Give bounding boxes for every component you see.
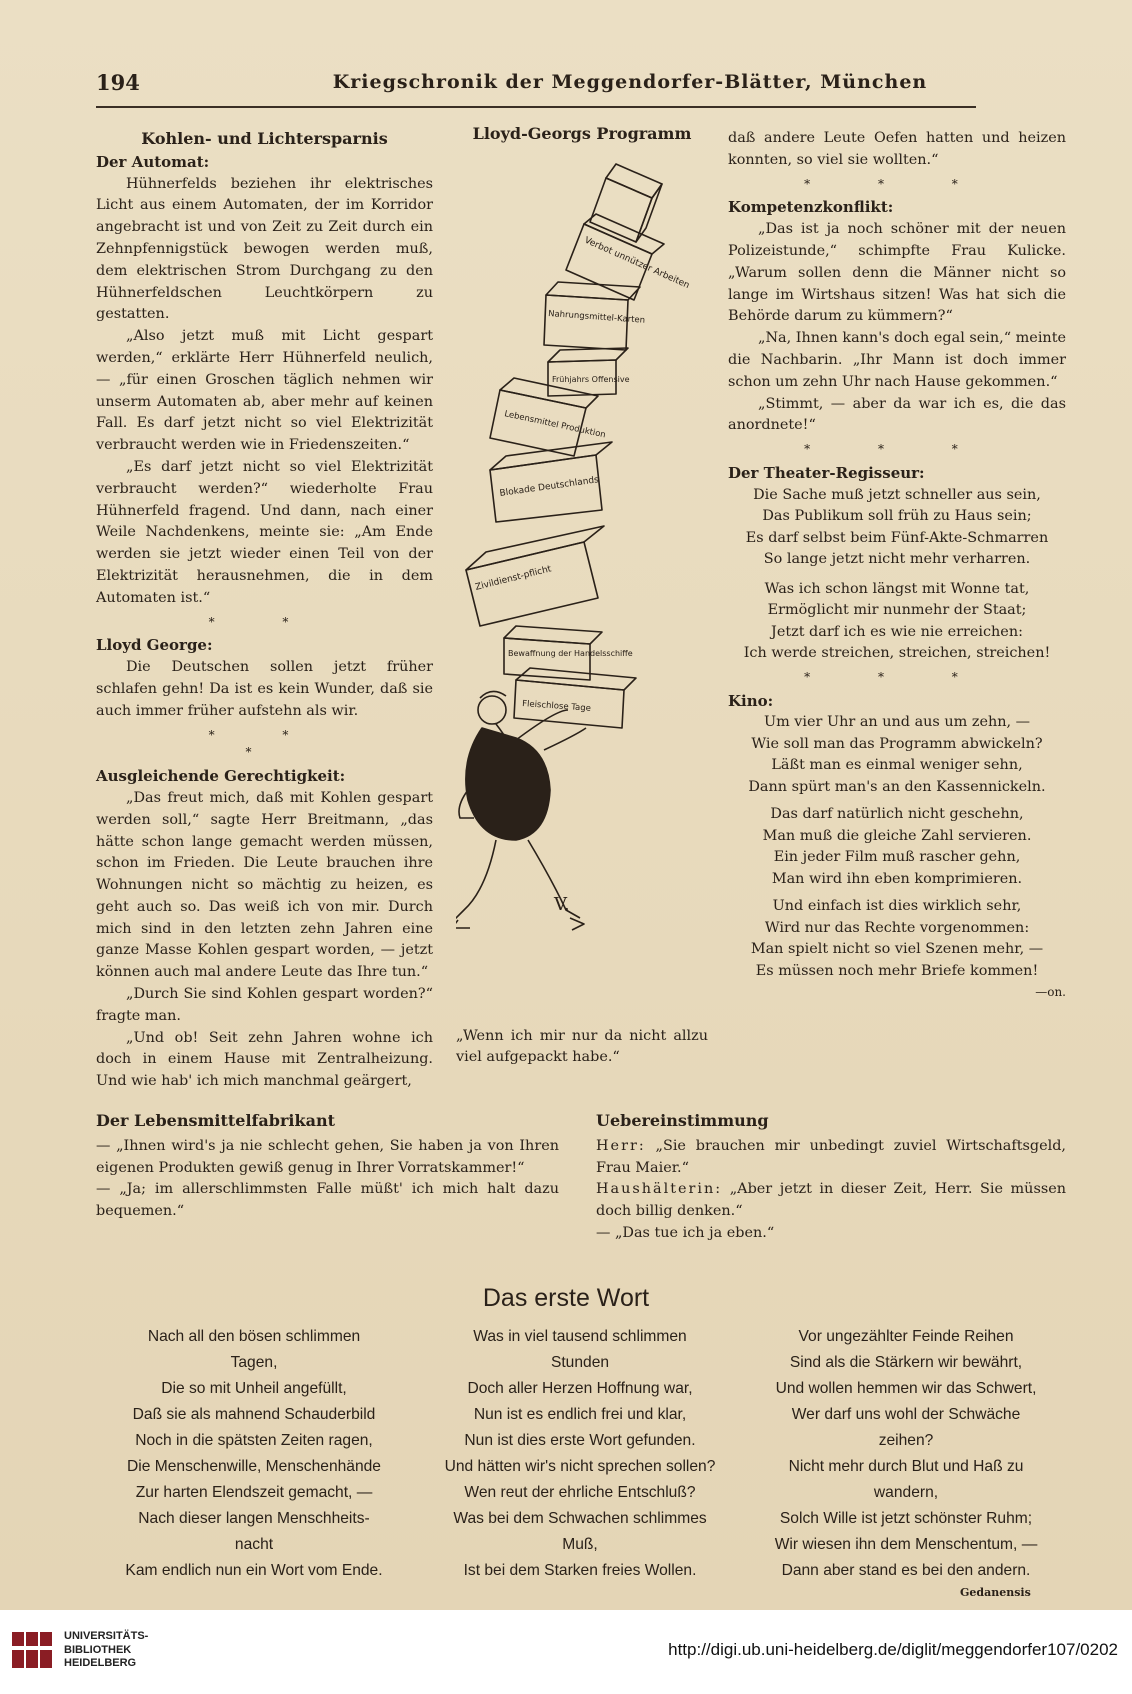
poem-column-1 [94,1324,414,1584]
poem-line: Wir wiesen ihn dem Menschentum, — [774,1536,1038,1553]
library-logo-icon [10,1628,54,1672]
poem-line: Tagen, [230,1354,278,1371]
article-title: Uebereinstimmung [596,1111,769,1130]
poem-line: Kam endlich nun ein Wort vom Ende. [125,1562,383,1579]
verse-line: Wird nur das Rechte vorgenommen: [764,919,1030,936]
article-title: Kohlen- und Lichtersparnis [141,129,388,148]
poem-line: Wen reut der ehrliche Entschluß? [464,1484,696,1501]
verse-line: Es darf selbst beim Fünf-Akte-Schmarren [745,529,1049,546]
poem-line: Sind als die Stärkern wir bewährt, [789,1354,1023,1371]
box-label: Bewaffnung der Handelsschiffe [508,649,633,658]
verse-line: Das Publikum soll früh zu Haus sein; [762,508,1032,525]
paragraph: Die Deutschen sollen jetzt früher schlafen gehn! Da ist es kein Wunder, daß sie auch immer früher aufstehn als wir. [96,659,433,719]
verse-line: So lange jetzt nicht mehr verharren. [763,551,1031,568]
poem-line: Stunden [550,1354,610,1371]
paragraph: „Das freut mich, daß mit Kohlen gespart werden soll,“ sagte Herr Breitmann, „das hätte schon lange gemacht werden müssen, schon im Frieden. Die Leute brauchen ihre Wohnungen nicht so mächtig zu heizen, es geht auch so. Das weiß ich von mir. Durch mich sind in den letzten zehn Jahren eine ganze Masse Kohlen gespart worden, — jetzt können auch mal andere Leute das Ihre tun.“ [96,789,433,981]
poem-column-3 [746,1324,1066,1584]
section-heading: Kino: [728,691,774,710]
source-url-link[interactable]: http://digi.ub.uni-heidelberg.de/diglit/meggendorfer107/0202 [668,1640,1118,1659]
library-name-line: BIBLIOTHEK [64,1643,132,1656]
poem-line: Die so mit Unheil angefüllt, [161,1380,347,1397]
separator: * * [208,614,321,629]
separator: * * * [804,669,990,684]
poem-line: Noch in die spätsten Zeiten ragen, [135,1432,373,1449]
box-3 [548,348,630,396]
library-name[interactable] [64,1630,148,1671]
cartoon-signature: V. [554,894,570,915]
paragraph: „Durch Sie sind Kohlen gespart worden?“ fragte man. [96,986,433,1024]
footer-bar [0,1610,1132,1694]
verse-line: Was ich schon längst mit Wonne tat, [764,580,1030,597]
dialogue-text: „Sie brauchen mir unbedingt zuviel Wirtschaftsgeld, Frau Maier.“ [596,1137,1066,1176]
poem-line: Was in viel tausend schlimmen [473,1328,687,1345]
separator: * * * [804,176,990,191]
page-number: 194 [96,70,140,95]
verse-line: Ermöglicht mir nunmehr der Staat; [767,602,1027,619]
poem-line: Wer darf uns wohl der Schwäche [791,1406,1021,1423]
poem-line: Nach dieser langen Menschheits- [138,1510,370,1527]
verse-line: Das darf natürlich nicht geschehn, [770,806,1024,823]
speaker-label: Haushälterin: [596,1181,723,1198]
box-label: Lebensmittel Produktion [503,409,607,441]
verse-line: Man wird ihn eben komprimieren. [771,870,1023,887]
speaker-label: Herr: [596,1137,646,1154]
verse-line: Läßt man es einmal weniger sehn, [771,757,1023,774]
column-right [728,128,1066,1004]
poem-line: Und wollen hemmen wir das Schwert, [775,1380,1037,1397]
dialogue-line: — „Das tue ich ja eben.“ [596,1224,775,1241]
paragraph: „Stimmt, — aber da war ich es, die das anordnete!“ [728,395,1066,434]
paragraph: „Also jetzt muß mit Licht gespart werden,“ erklärte Herr Hühnerfeld neulich, — „für einen Groschen täglich nehmen wir unserm Automaten ab, aber mehr auf keinen Fall. Es darf jetzt nicht so viel Elektrizität verbraucht werden wie in Friedenszeiten.“ [96,328,433,454]
poem-line: Daß sie als mahnend Schauderbild [132,1406,376,1423]
poem-line: Was bei dem Schwachen schlimmes [453,1510,707,1527]
article-title: Der Lebensmittelfabrikant [96,1111,335,1130]
poem-column-2 [420,1324,740,1584]
library-name-line: HEIDELBERG [64,1657,137,1669]
box-5 [490,442,612,522]
poem-line: Doch aller Herzen Hoffnung war, [467,1380,693,1397]
verse-line: Die Sache muß jetzt schneller aus sein, [753,486,1041,503]
running-title: Kriegschronik der Meggendorfer-Blätter, München [332,71,928,93]
cartoon-title: Lloyd-Georgs Programm [472,124,692,143]
poem-line: Solch Wille ist jetzt schönster Ruhm; [779,1510,1033,1527]
box-label: Zivildienst-pflicht [474,564,553,593]
box-label: Verbot unnützer Arbeiten [582,235,691,292]
poem-title: Das erste Wort [482,1284,650,1312]
box-label: Nahrungsmittel-Karten [547,309,646,326]
dialogue-line [596,1136,1066,1180]
box-label: Fleischlose Tage [521,699,592,714]
box-6 [466,526,604,626]
header-rule [96,106,976,108]
poem-line: Vor ungezählter Feinde Reihen [798,1328,1014,1345]
paragraph: daß andere Leute Oefen hatten und heizen konnten, so viel sie wollten.“ [728,130,1066,168]
library-name-line: UNIVERSITÄTS- [64,1630,149,1642]
box-8 [514,668,636,728]
section-heading: Der Automat: [96,152,210,171]
verse-line: Dann spürt man's an den Kassennickeln. [748,778,1046,795]
separator: * * [208,727,321,742]
poem-line: Nun ist es endlich frei und klar, [473,1406,687,1423]
verse-line: Um vier Uhr an und aus um zehn, — [763,714,1031,731]
box-1 [566,214,691,300]
separator: * * * [804,442,990,457]
separator: * [245,745,284,760]
paragraph: Hühnerfelds beziehen ihr elektrisches Licht aus einem Automaten, der im Korridor angebracht ist und von Zeit zu Zeit durch ein Zehnpfennigstück bewogen werden muß, dem elektrischen Strom Durchgang zu den Hühnerfeldschen Leuchtkörpern zu gestatten. [96,175,433,323]
poem-line: Dann aber stand es bei den andern. [781,1562,1031,1579]
section-heading: Kompetenzkonflikt: [728,198,894,217]
poem-line: Nicht mehr durch Blut und Haß zu [788,1458,1024,1475]
paragraph: „Na, Ihnen kann's doch egal sein,“ meinte die Nachbarin. „Ihr Mann ist doch immer schon um zehn Uhr nach Hause gekommen.“ [728,330,1066,390]
column-left [96,128,433,1093]
verse-line: Man muß die gleiche Zahl servieren. [762,827,1032,844]
section-heading: Der Theater-Regisseur: [728,463,925,482]
verse-line: Ich werde streichen, streichen, streichen! [743,645,1051,662]
poem-line: zeihen? [878,1432,934,1449]
poem-line: Und hätten wir's nicht sprechen sollen? [444,1458,716,1475]
dialogue-line [596,1179,1066,1223]
box-2 [544,282,645,350]
paragraph: — „Ihnen wird's ja nie schlecht gehen, Sie haben ja von Ihren eigenen Produkten gewiß genug in Ihrer Vorratskammer!“ [96,1137,559,1176]
section-heading: Ausgleichende Gerechtigkeit: [96,767,346,786]
verse-line: Jetzt darf ich es wie nie erreichen: [771,623,1023,640]
poem-line: nacht [234,1536,274,1553]
poem-line: Nach all den bösen schlimmen [147,1328,361,1345]
article-lebensmittelfabrikant [96,1110,559,1223]
verse-line: Es müssen noch mehr Briefe kommen! [755,962,1039,979]
paragraph: „Es darf jetzt nicht so viel Elektrizität verbraucht werden?“ wiederholte Frau Hühnerfeld fragend. Und dann, nach einer Weile Nachdenkens, meinte sie: „Am Ende werden sie jetzt wieder einen Teil von der Elektrizität herausnehmen, die in dem Automaten ist.“ [96,458,433,606]
box-label: Frühjahrs Offensive [552,375,630,384]
poem-line: wandern, [873,1484,939,1501]
article-uebereinstimmung [596,1110,1066,1245]
cartoon-caption: „Wenn ich mir nur da nicht allzu viel aufgepackt habe.“ [456,1028,708,1065]
paragraph: — „Ja; im allerschlimmsten Falle müßt' ich mich halt dazu bequemen.“ [96,1181,559,1220]
paragraph: „Das ist ja noch schöner mit der neuen Polizeistunde,“ schimpfte Frau Kulicke. „Warum sollen denn die Männer nicht so lange im Wirtshaus sitzen! Was hat sich die Behörde darum zu kümmern?“ [728,221,1066,325]
author-signature: —on. [1035,985,1066,1000]
verse-line: Und einfach ist dies wirklich sehr, [772,898,1022,915]
poem-line: Zur harten Elendszeit gemacht, — [135,1484,373,1501]
poem-line: Die Menschenwille, Menschenhände [127,1458,381,1475]
poem-credit: Gedanensis [960,1586,1031,1599]
poem-line: Nun ist dies erste Wort gefunden. [464,1432,696,1449]
verse-line: Ein jeder Film muß rascher gehn, [773,849,1021,866]
section-heading: Lloyd George: [96,636,213,655]
verse-line: Wie soll man das Programm abwickeln? [751,735,1043,752]
box-top [590,164,662,242]
paragraph: „Und ob! Seit zehn Jahren wohne ich doch in einem Hause mit Zentralheizung. Und wie hab' ich mich manchmal geärgert, [96,1029,433,1090]
cartoon-illustration [456,150,708,1020]
box-label: Blokade Deutschlands [499,475,600,499]
poem-line: Muß, [562,1536,598,1553]
verse-line: Man spielt nicht so viel Szenen mehr, — [750,941,1044,958]
dialogue-text: „Aber jetzt in dieser Zeit, Herr. Sie müssen doch billig denken.“ [596,1181,1066,1220]
poem-line: Ist bei dem Starken freies Wollen. [463,1562,697,1579]
